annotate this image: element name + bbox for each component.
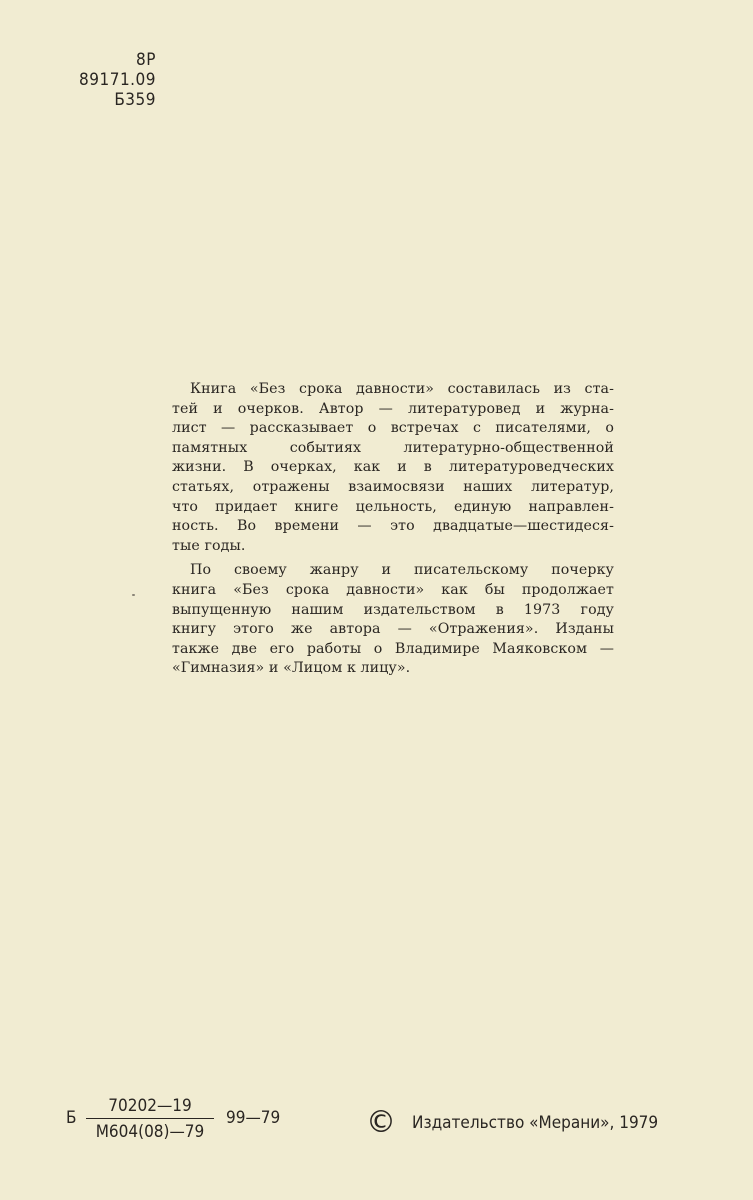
annotation-line: книга «Без срока давности» как бы продолжает: [172, 581, 614, 598]
annotation-line: статьях, отражены взаимосвязи наших литератур,: [172, 478, 614, 495]
paper-speck: [132, 594, 135, 596]
publisher-line: [366, 1105, 659, 1140]
imprint-letter: Б: [66, 1108, 77, 1128]
annotation-line: выпущенную нашим издательством в 1973 году: [172, 601, 614, 618]
classification-index: [70, 50, 156, 110]
annotation-line: Книга «Без срока давности» составилась из ста-: [190, 381, 614, 397]
annotation-line: памятных событиях литературно-общественной: [172, 439, 614, 456]
annotation-line: книгу этого же автора — «Отражения». Изданы: [172, 621, 614, 638]
imprint-denominator: М604(08)—79: [95, 1122, 205, 1142]
publisher-name: Издательство «Мерани», 1979: [412, 1113, 659, 1133]
annotation-line: также две его работы о Владимире Маяковском —: [172, 640, 614, 657]
annotation-line: что придает книге цельность, единую направлен-: [172, 498, 614, 515]
annotation-line: По своему жанру и писательскому почерку: [190, 562, 614, 579]
annotation-line: «Гимназия» и «Лицом к лицу».: [172, 660, 411, 677]
classification-line-1: 8Р: [136, 50, 156, 70]
annotation-paragraph-1: [172, 380, 614, 556]
annotation-line: жизни. В очерках, как и в литературоведческих: [172, 459, 614, 476]
classification-line-2: 89171.09: [79, 70, 156, 90]
annotation-line: тей и очерков. Автор — литературовед и журна-: [172, 400, 614, 417]
copyright-icon: ©: [366, 1105, 396, 1140]
book-annotation: [172, 380, 614, 679]
imprint-numerator: 70202—19: [86, 1096, 214, 1119]
annotation-line: лист — рассказывает о встречах с писателями, о: [172, 420, 614, 437]
imprint-fraction: [86, 1096, 214, 1142]
classification-line-3: Б359: [114, 90, 156, 110]
annotation-line: ность. Во времени — это двадцатые—шестидеся-: [172, 518, 614, 535]
annotation-paragraph-2: [172, 561, 614, 679]
annotation-line: тые годы.: [172, 537, 246, 554]
imprint-order-code: 99—79: [226, 1108, 281, 1128]
